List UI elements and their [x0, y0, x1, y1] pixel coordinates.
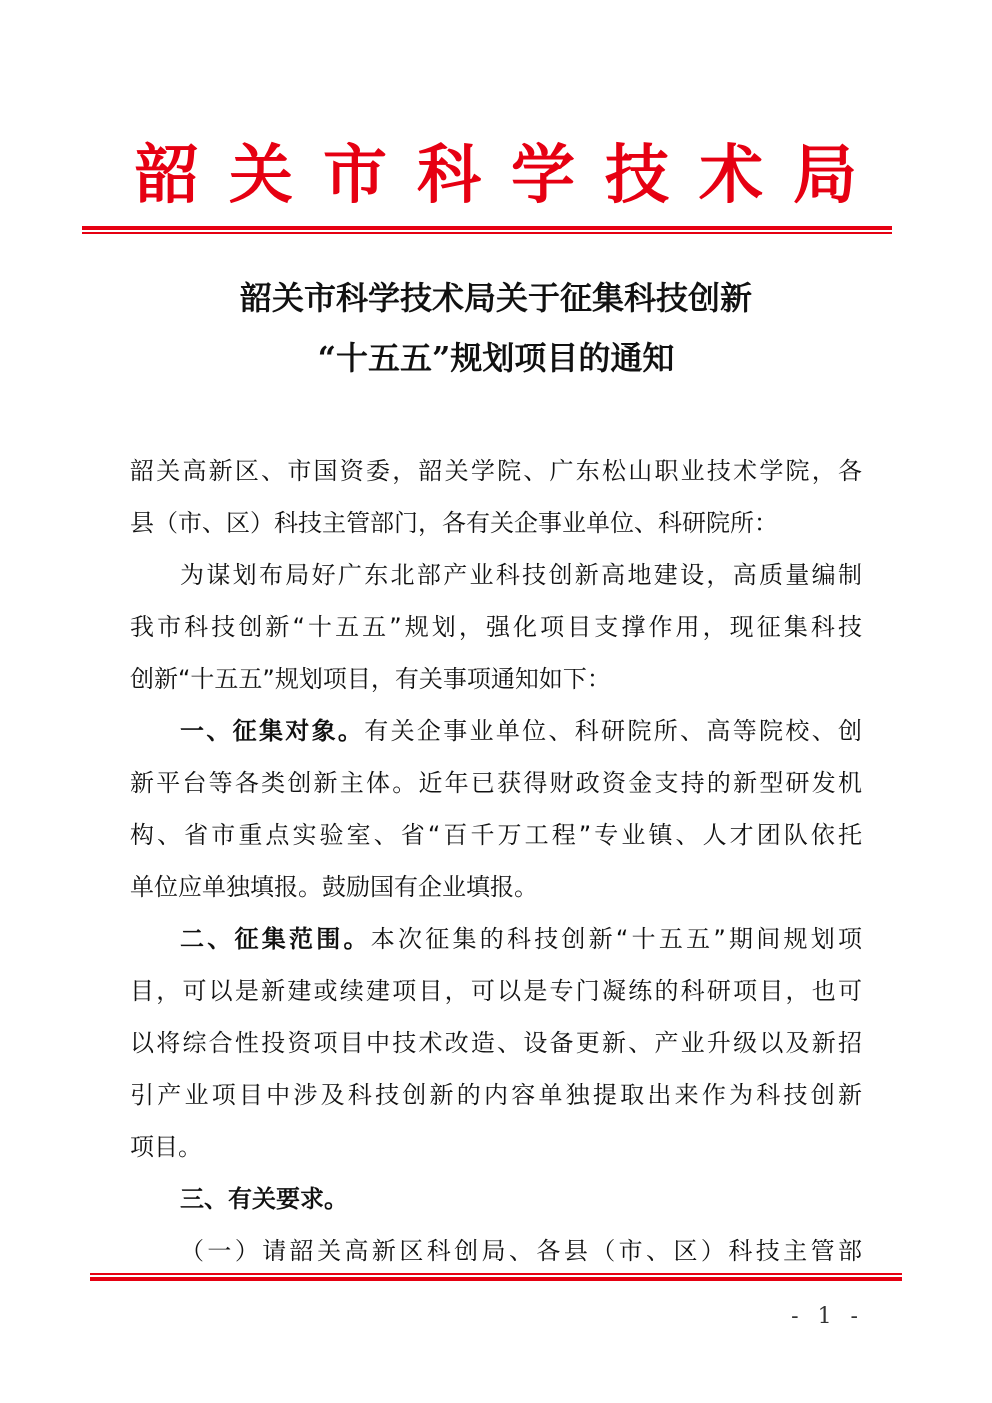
section2-line1: [180, 923, 862, 955]
document-title-line2: “十五五”规划项目的通知: [317, 339, 675, 377]
section1-heading: 一、征集对象。: [180, 717, 365, 745]
agency-header: 韶关市科学技术局: [135, 138, 887, 213]
section2-line5: 项目。: [130, 1133, 202, 1161]
addressee-line1: 韶关高新区、市国资委，韶关学院、广东松山职业技术学院，各: [130, 457, 862, 485]
section2-line3: 以将综合性投资项目中技术改造、设备更新、产业升级以及新招: [130, 1029, 862, 1057]
section1-line1-text: 有关企事业单位、科研院所、高等院校、创: [364, 717, 863, 745]
intro-line1: 为谋划布局好广东北部产业科技创新高地建设，高质量编制: [180, 561, 862, 589]
section3-heading: 三、有关要求。: [180, 1185, 348, 1213]
section2-line4: 引产业项目中涉及科技创新的内容单独提取出来作为科技创新: [130, 1081, 862, 1109]
section1-line1: [180, 715, 862, 747]
section1-line4: 单位应单独填报。鼓励国有企业填报。: [130, 873, 538, 901]
intro-line2: 我市科技创新“十五五”规划，强化项目支撑作用，现征集科技: [130, 613, 862, 641]
document-title-line1: 韶关市科学技术局关于征集科技创新: [239, 279, 752, 317]
section1-line2: 新平台等各类创新主体。近年已获得财政资金支持的新型研发机: [130, 769, 862, 797]
addressee-line2: 县（市、区）科技主管部门，各有关企事业单位、科研院所：: [130, 509, 778, 537]
section2-line2: 目，可以是新建或续建项目，可以是专门凝练的科研项目，也可: [130, 977, 862, 1005]
intro-line3: 创新“十五五”规划项目，有关事项通知如下：: [130, 665, 611, 693]
header-red-rule-thin: [82, 232, 892, 234]
section2-heading: 二、征集范围。: [180, 925, 371, 953]
footer-red-rule-thin: [90, 1273, 902, 1275]
section2-line1-text: 本次征集的科技创新“十五五”期间规划项: [370, 925, 862, 953]
section1-line3: 构、省市重点实验室、省“百千万工程”专业镇、人才团队依托: [130, 821, 862, 849]
section3-item1-line1: （一）请韶关高新区科创局、各县（市、区）科技主管部: [180, 1237, 862, 1265]
header-red-rule: [82, 226, 892, 230]
page-number: - 1 -: [791, 1304, 864, 1329]
footer-red-rule: [90, 1277, 902, 1281]
